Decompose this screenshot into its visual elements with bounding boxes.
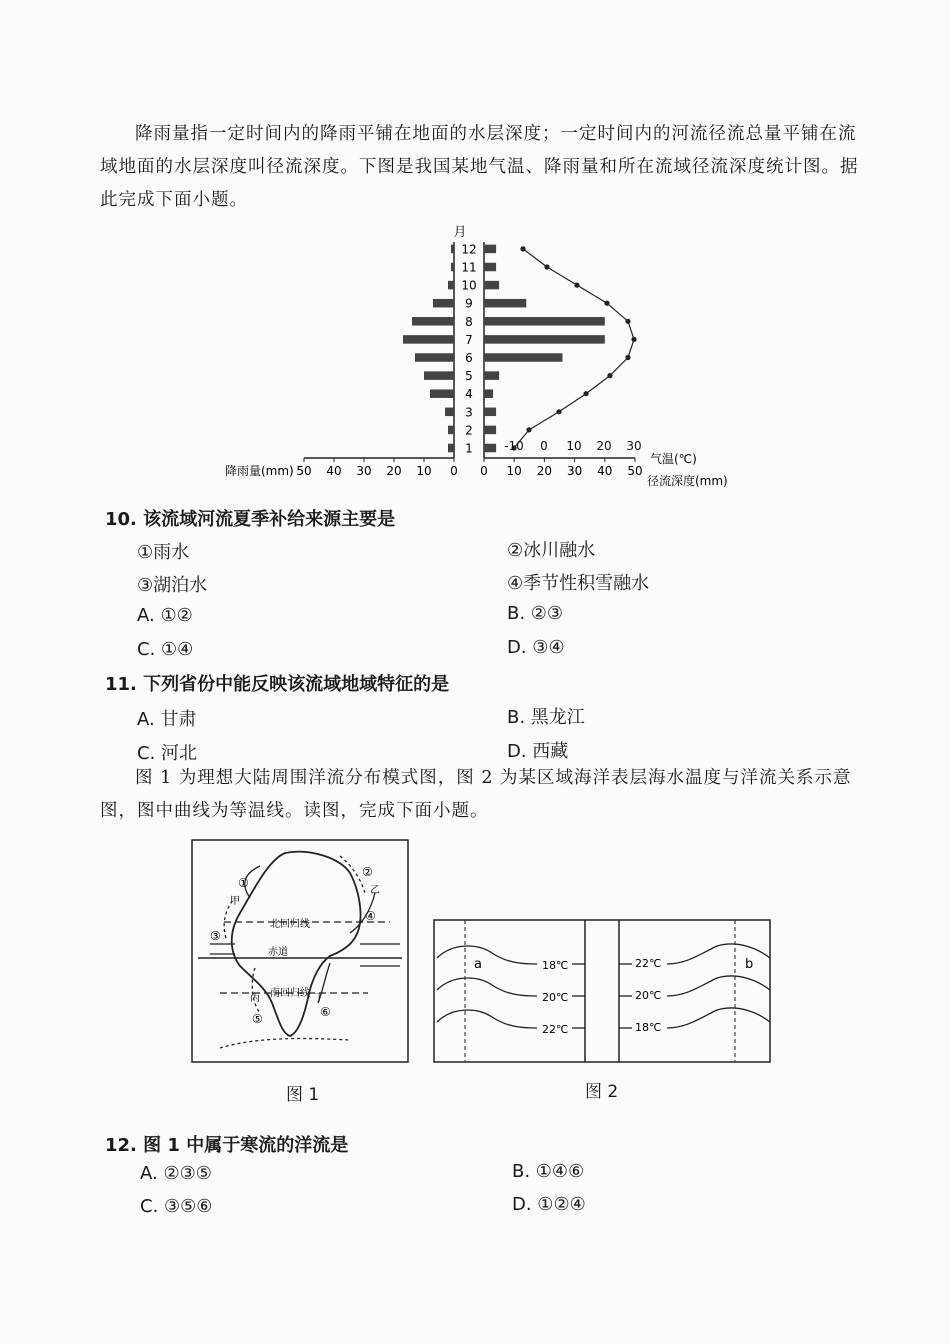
q12-option-c[interactable]: C. ③⑤⑥ xyxy=(140,1196,213,1217)
current-3-label: ③ xyxy=(210,929,221,943)
month-label-7: 7 xyxy=(465,332,473,347)
climate-chart xyxy=(215,222,735,494)
temp-tick-label: 30 xyxy=(626,439,642,453)
q10-stem: 10. 该流域河流夏季补给来源主要是 xyxy=(105,509,396,530)
rain-bar-6 xyxy=(415,353,454,362)
current-5-label: ⑤ xyxy=(252,1012,263,1026)
figure1-ocean-currents xyxy=(190,838,412,1066)
intro2-paragraph: 图 1 为理想大陆周围洋流分布模式图，图 2 为某区域海洋表层海水温度与洋流关系示意图，图中曲线为等温线。读图，完成下面小题。 xyxy=(100,768,852,821)
temp-tick-label: 20 xyxy=(596,439,612,453)
rain-tick-label: 0 xyxy=(450,464,458,478)
current-6-label: ⑥ xyxy=(320,1005,331,1019)
rain-tick-label: 10 xyxy=(416,464,432,478)
equator-label: 赤道 xyxy=(268,947,288,958)
runoff-axis-label: 径流深度(mm) xyxy=(647,474,728,488)
temp-axis-label: 气温(℃) xyxy=(650,452,697,466)
month-label-4: 4 xyxy=(465,387,473,402)
right-isotherm-22: 22℃ xyxy=(635,957,662,970)
runoff-tick-label: 40 xyxy=(597,464,613,478)
temperature-point-6 xyxy=(625,355,630,360)
rain-tick-label: 50 xyxy=(296,464,312,478)
runoff-bar-2 xyxy=(484,426,496,435)
left-isotherm-18: 18℃ xyxy=(542,959,569,972)
q10-item-1: ①雨水 xyxy=(137,542,190,563)
q10-option-a[interactable]: A. ①② xyxy=(137,605,193,626)
right-isotherm-20: 20℃ xyxy=(635,989,662,1002)
month-label-8: 8 xyxy=(465,314,473,329)
q11-option-d[interactable]: D. 西藏 xyxy=(507,741,569,762)
q11-option-a[interactable]: A. 甘肃 xyxy=(137,709,197,730)
rain-bar-7 xyxy=(403,335,454,344)
runoff-tick-label: 50 xyxy=(627,464,643,478)
left-isotherm-20: 20℃ xyxy=(542,991,569,1004)
yi-label: 乙 xyxy=(370,885,380,896)
tropic-south-label: 南回归线 xyxy=(270,988,310,999)
rain-tick-label: 20 xyxy=(386,464,402,478)
current-2-label: ② xyxy=(362,865,373,879)
temperature-point-7 xyxy=(631,337,636,342)
temperature-point-4 xyxy=(583,391,588,396)
runoff-bar-5 xyxy=(484,371,499,380)
q10-option-c[interactable]: C. ①④ xyxy=(137,639,194,660)
point-b-label: b xyxy=(745,957,754,972)
temperature-point-10 xyxy=(574,283,579,288)
q11-option-b[interactable]: B. 黑龙江 xyxy=(507,707,585,728)
runoff-tick-label: 0 xyxy=(480,464,488,478)
month-label-9: 9 xyxy=(465,296,473,311)
current-4-label: ④ xyxy=(365,909,376,923)
temperature-point-3 xyxy=(556,409,561,414)
rain-bar-12 xyxy=(451,245,454,254)
runoff-bar-12 xyxy=(484,245,496,254)
month-label: 月 xyxy=(453,225,467,240)
figure1-caption: 图 1 xyxy=(286,1085,320,1105)
runoff-tick-label: 10 xyxy=(506,464,522,478)
temperature-point-2 xyxy=(526,427,531,432)
q11-option-c[interactable]: C. 河北 xyxy=(137,743,198,764)
runoff-bar-7 xyxy=(484,335,605,344)
q12-option-a[interactable]: A. ②③⑤ xyxy=(140,1163,212,1184)
temp-tick-label: -10 xyxy=(504,439,524,453)
rain-bar-9 xyxy=(433,299,454,308)
runoff-bar-8 xyxy=(484,317,605,326)
runoff-bar-4 xyxy=(484,389,493,398)
runoff-bar-6 xyxy=(484,353,563,362)
q11-stem: 11. 下列省份中能反映该流域地域特征的是 xyxy=(105,674,450,695)
q12-option-d[interactable]: D. ①②④ xyxy=(512,1194,586,1215)
left-isotherm-22: 22℃ xyxy=(542,1023,569,1036)
q12-stem: 12. 图 1 中属于寒流的洋流是 xyxy=(105,1135,349,1156)
runoff-bar-10 xyxy=(484,281,499,290)
temperature-point-11 xyxy=(544,264,549,269)
q10-item-4: ④季节性积雪融水 xyxy=(507,573,650,594)
temperature-point-8 xyxy=(625,319,630,324)
q10-option-b[interactable]: B. ②③ xyxy=(507,603,564,624)
month-label-6: 6 xyxy=(465,351,473,365)
runoff-bar-11 xyxy=(484,263,496,272)
month-label-1: 1 xyxy=(465,441,473,456)
q12-option-b[interactable]: B. ①④⑥ xyxy=(512,1161,585,1182)
point-a-label: a xyxy=(474,957,482,972)
q10-option-d[interactable]: D. ③④ xyxy=(507,637,565,658)
month-label-2: 2 xyxy=(465,423,473,438)
month-label-10: 10 xyxy=(461,278,477,293)
temp-tick-label: 0 xyxy=(540,439,548,453)
figure2-caption: 图 2 xyxy=(585,1082,619,1102)
q10-item-2: ②冰川融水 xyxy=(507,540,596,561)
runoff-bar-3 xyxy=(484,408,496,417)
rain-axis-label: 降雨量(mm) xyxy=(225,464,294,478)
figure2-isotherms xyxy=(432,918,774,1066)
rain-bar-8 xyxy=(412,317,454,326)
tropic-north-label: 北回归线 xyxy=(270,919,310,930)
current-1-label: ① xyxy=(238,876,249,890)
runoff-tick-label: 30 xyxy=(566,464,583,478)
runoff-tick-label: 20 xyxy=(536,464,553,478)
temperature-point-9 xyxy=(604,301,609,306)
temperature-point-5 xyxy=(607,373,612,378)
rain-tick-label: 40 xyxy=(326,464,342,478)
temp-tick-label: 10 xyxy=(566,439,582,453)
bing-label: 丙 xyxy=(250,993,260,1004)
rain-bar-2 xyxy=(448,426,454,435)
runoff-bar-1 xyxy=(484,444,496,453)
rain-bar-11 xyxy=(451,263,454,272)
rain-bar-3 xyxy=(445,408,454,417)
rain-bar-1 xyxy=(448,444,454,453)
temperature-line xyxy=(514,249,634,448)
intro-paragraph: 降雨量指一定时间内的降雨平铺在地面的水层深度；一定时间内的河流径流总量平铺在流域地面的水层深度叫径流深度。下图是我国某地气温、降雨量和所在流域径流深度统计图。据此完成下面小题。 xyxy=(100,124,859,210)
month-label-12: 12 xyxy=(461,242,477,257)
rain-bar-5 xyxy=(424,371,454,380)
right-isotherm-18: 18℃ xyxy=(635,1021,662,1034)
runoff-bar-9 xyxy=(484,299,526,308)
jia-label: 甲 xyxy=(230,896,240,907)
rain-bar-10 xyxy=(448,281,454,290)
month-label-3: 3 xyxy=(465,405,473,420)
temperature-point-12 xyxy=(520,246,525,251)
q10-item-3: ③湖泊水 xyxy=(137,575,208,596)
rain-bar-4 xyxy=(430,389,454,398)
month-label-5: 5 xyxy=(465,369,473,384)
ding-label: 丁 xyxy=(314,993,324,1004)
rain-tick-label: 30 xyxy=(356,464,372,478)
month-label-11: 11 xyxy=(461,260,477,275)
